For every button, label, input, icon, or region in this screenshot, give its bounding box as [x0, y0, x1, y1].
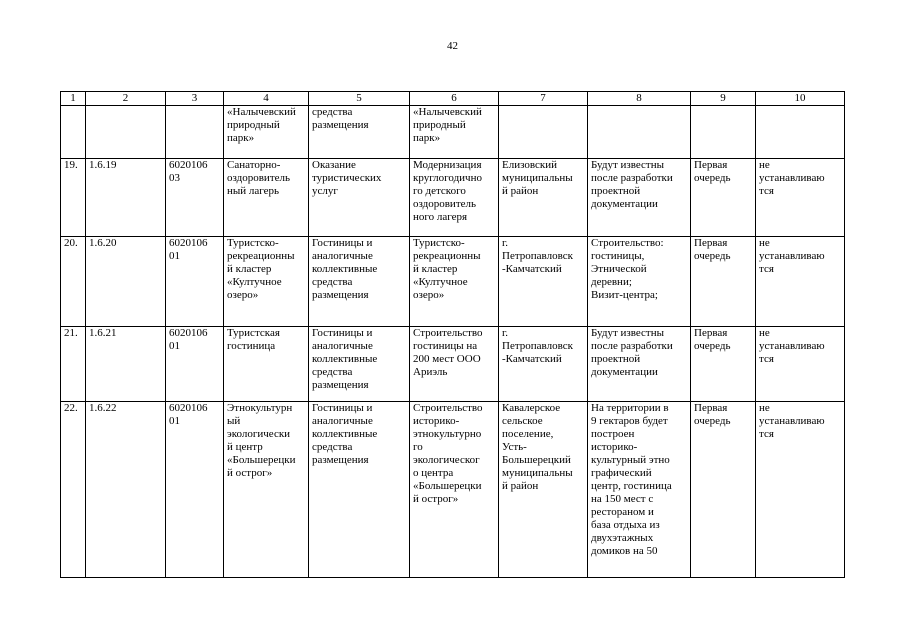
- table-row-continuation: [61, 106, 845, 159]
- table-row: [61, 327, 845, 402]
- cell-zone: не устанавливаю тся: [759, 402, 825, 440]
- cell-action: Строительство историко- этнокультурно го экологическог о центра «Большерецки й острог»: [413, 402, 483, 505]
- cell-zone: не устанавливаю тся: [759, 327, 825, 365]
- page-number: 42: [447, 40, 458, 52]
- column-number: 2: [86, 92, 166, 106]
- cell-okved: 6020106 03: [169, 159, 208, 184]
- cell-number: 20.: [61, 237, 86, 327]
- cell-action: Строительство гостиницы на 200 мест ООО Ариэль: [413, 327, 483, 378]
- column-number: 9: [691, 92, 756, 106]
- table-row: [61, 237, 845, 327]
- column-number-row: [61, 92, 845, 106]
- cell-name: Этнокультурн ый экологически й центр «Большерецки й острог»: [227, 402, 296, 479]
- cell-name: Туристская гостиница: [227, 327, 280, 352]
- cell-okved: 6020106 01: [169, 327, 208, 352]
- column-number: 10: [756, 92, 845, 106]
- cell-number: 19.: [61, 159, 86, 237]
- table-row: [61, 402, 845, 578]
- cell-stage: Первая очередь: [694, 237, 731, 262]
- cell-type: Гостиницы и аналогичные коллективные средства размещения: [312, 237, 378, 301]
- table-row: [61, 159, 845, 237]
- cell-code: 1.6.20: [86, 237, 166, 327]
- cell-okved: 6020106 01: [169, 402, 208, 427]
- table-cell: [86, 106, 166, 159]
- cell-okved: 6020106 01: [169, 237, 208, 262]
- column-number: 8: [588, 92, 691, 106]
- cell-action: Туристско- рекреационны й кластер «Култучное озеро»: [413, 237, 481, 301]
- cell-name: «Налычевский природный парк»: [227, 106, 296, 144]
- table-cell: [588, 106, 691, 159]
- cell-type: Гостиницы и аналогичные коллективные средства размещения: [312, 402, 378, 466]
- column-number: 4: [224, 92, 309, 106]
- table-cell: [691, 106, 756, 159]
- cell-stage: Первая очередь: [694, 159, 731, 184]
- cell-location: Кавалерское сельское поселение, Усть- Большерецкий муниципальны й район: [502, 402, 573, 492]
- cell-action: Модернизация круглогодично го детского оздоровитель ного лагеря: [413, 159, 482, 223]
- cell-location: г. Петропавловск -Камчатский: [502, 237, 573, 275]
- cell-capacity: Строительство: гостиницы, Этнической деревни; Визит-центра;: [591, 237, 664, 301]
- cell-capacity: Будут известны после разработки проектной документации: [591, 327, 673, 378]
- cell-code: 1.6.22: [86, 402, 166, 578]
- cell-number: 21.: [61, 327, 86, 402]
- cell-type: Гостиницы и аналогичные коллективные средства размещения: [312, 327, 378, 391]
- table-cell: [499, 106, 588, 159]
- cell-location: Елизовский муниципальны й район: [502, 159, 573, 197]
- cell-capacity: На территории в 9 гектаров будет построен историко- культурный этно графический центр, гостиница на 150 мест с рестораном и база отдыха из двухэтажных домиков на 50: [591, 402, 672, 557]
- cell-stage: Первая очередь: [694, 402, 731, 427]
- column-number: 5: [309, 92, 410, 106]
- table-cell: [224, 106, 309, 159]
- table-cell: [309, 106, 410, 159]
- cell-type: средства размещения: [312, 106, 369, 131]
- cell-name: Туристско- рекреационны й кластер «Култучное озеро»: [227, 237, 295, 301]
- cell-action: «Налычевский природный парк»: [413, 106, 482, 144]
- cell-type: Оказание туристических услуг: [312, 159, 382, 197]
- table-cell: [166, 106, 224, 159]
- cell-number: 22.: [61, 402, 86, 578]
- cell-zone: не устанавливаю тся: [759, 237, 825, 275]
- cell-code: 1.6.19: [86, 159, 166, 237]
- column-number: 6: [410, 92, 499, 106]
- table-cell: [756, 106, 845, 159]
- cell-zone: не устанавливаю тся: [759, 159, 825, 197]
- document-table: [60, 91, 845, 578]
- cell-capacity: Будут известны после разработки проектной документации: [591, 159, 673, 210]
- cell-name: Санаторно- оздоровитель ный лагерь: [227, 159, 291, 197]
- cell-code: 1.6.21: [86, 327, 166, 402]
- table-cell: [61, 106, 86, 159]
- cell-location: г. Петропавловск -Камчатский: [502, 327, 573, 365]
- column-number: 3: [166, 92, 224, 106]
- table-cell: [410, 106, 499, 159]
- column-number: 7: [499, 92, 588, 106]
- column-number: 1: [61, 92, 86, 106]
- cell-stage: Первая очередь: [694, 327, 731, 352]
